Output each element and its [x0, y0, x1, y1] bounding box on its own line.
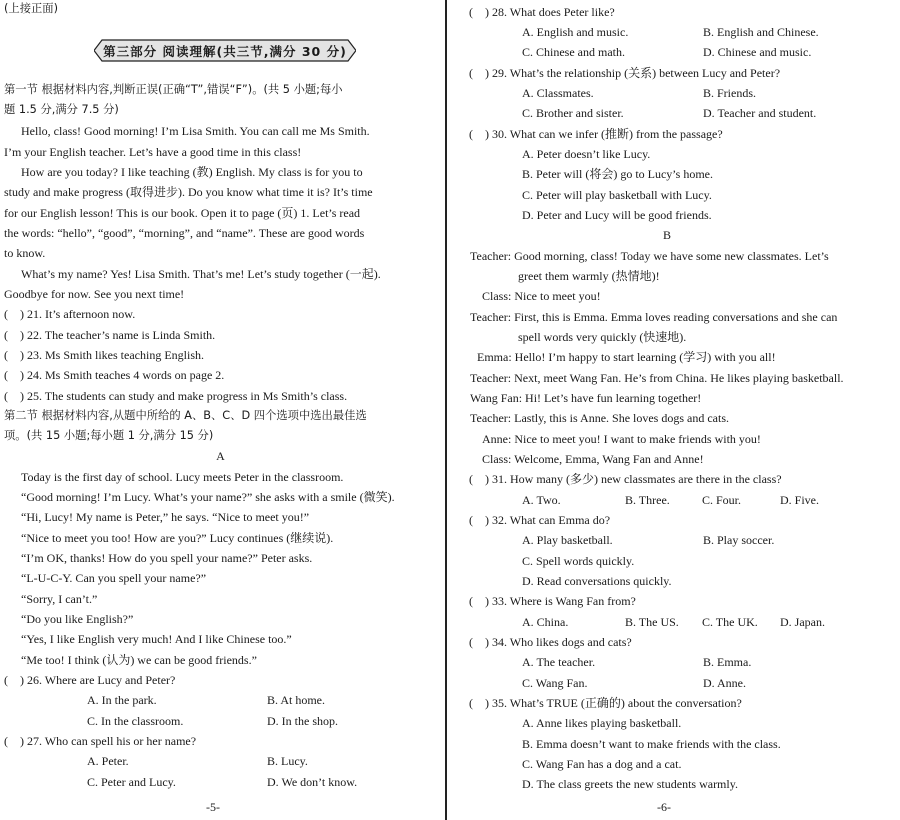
option: C. Peter and Lucy. [87, 775, 176, 789]
passage-line: “Good morning! I’m Lucy. What’s your name?” she asks with a smile (微笑). [21, 490, 395, 504]
question-26: ( ) 26. Where are Lucy and Peter? [4, 673, 176, 687]
passage-line: “Yes, I like English very much! And I like Chinese too.” [21, 632, 292, 646]
passage-line: Today is the first day of school. Lucy meets Peter in the classroom. [21, 470, 344, 484]
passage-line: “Hi, Lucy! My name is Peter,” he says. “Nice to meet you!” [21, 510, 310, 524]
option: D. Chinese and music. [703, 45, 812, 59]
passage-line: Goodbye for now. See you next time! [4, 287, 185, 301]
dialogue-line: Anne: Nice to meet you! I want to make friends with you! [482, 432, 761, 446]
page-number: -5- [206, 800, 220, 814]
option: A. China. [522, 615, 569, 629]
dialogue-line: Teacher: Lastly, this is Anne. She loves dogs and cats. [470, 411, 729, 425]
part-title: 第三部分 阅读理解(共三节,满分 30 分) [103, 44, 347, 59]
option: A. English and music. [522, 25, 629, 39]
page-5 [0, 0, 441, 820]
passage-line: “Me too! I think (认为) we can be good friends.” [21, 653, 257, 667]
passage-line: study and make progress (取得进步). Do you know what time it is? It’s time [4, 185, 373, 199]
part-title-banner [94, 38, 356, 63]
passage-line: “L-U-C-Y. Can you spell your name?” [21, 571, 207, 585]
option: B. Lucy. [267, 754, 308, 768]
dialogue-line: Teacher: Good morning, class! Today we have some new classmates. Let’s [470, 249, 829, 263]
option: D. Five. [780, 493, 819, 507]
option: D. Japan. [780, 615, 825, 629]
question-27: ( ) 27. Who can spell his or her name? [4, 734, 197, 748]
option: A. Classmates. [522, 86, 594, 100]
passage-line: to know. [4, 246, 46, 260]
passage-line: How are you today? I like teaching (教) English. My class is for you to [21, 165, 363, 179]
option: D. Peter and Lucy will be good friends. [522, 208, 712, 222]
option: B. Play soccer. [703, 533, 775, 547]
dialogue-line: Class: Welcome, Emma, Wang Fan and Anne! [482, 452, 704, 466]
option: D. Anne. [703, 676, 746, 690]
passage-line: I’m your English teacher. Let’s have a good time in this class! [4, 145, 302, 159]
section-1-instruction: 题 1.5 分,满分 7.5 分) [4, 103, 119, 116]
option: A. Anne likes playing basketball. [522, 716, 682, 730]
header-note: (上接正面) [4, 2, 59, 15]
question-28: ( ) 28. What does Peter like? [469, 5, 615, 19]
dialogue-line: spell words very quickly (快速地). [518, 330, 687, 344]
question-35: ( ) 35. What’s TRUE (正确的) about the conversation? [469, 696, 742, 710]
page-6 [452, 0, 900, 820]
section-2-instruction: 第二节 根据材料内容,从题中所给的 A、B、C、D 四个选项中选出最佳选 [4, 409, 367, 422]
option: D. In the shop. [267, 714, 338, 728]
option: B. Emma doesn’t want to make friends with the class. [522, 737, 781, 751]
dialogue-line: greet them warmly (热情地)! [518, 269, 660, 283]
option: B. Peter will (将会) go to Lucy’s home. [522, 167, 713, 181]
option: A. Peter. [87, 754, 129, 768]
passage-line: for our English lesson! This is our book. Open it to page (页) 1. Let’s read [4, 206, 361, 220]
question-32: ( ) 32. What can Emma do? [469, 513, 611, 527]
option: B. Three. [625, 493, 670, 507]
option: C. Peter will play basketball with Lucy. [522, 188, 712, 202]
section-2-instruction: 项。(共 15 小题;每小题 1 分,满分 15 分) [4, 429, 214, 442]
option: C. Four. [702, 493, 742, 507]
question-25: ( ) 25. The students can study and make progress in Ms Smith’s class. [4, 389, 348, 403]
option: A. In the park. [87, 693, 157, 707]
dialogue-line: Class: Nice to meet you! [482, 289, 601, 303]
dialogue-line: Teacher: First, this is Emma. Emma loves reading conversations and she can [470, 310, 838, 324]
option: B. The US. [625, 615, 679, 629]
passage-line: “I’m OK, thanks! How do you spell your name?” Peter asks. [21, 551, 313, 565]
question-22: ( ) 22. The teacher’s name is Linda Smith. [4, 328, 216, 342]
option: B. At home. [267, 693, 326, 707]
option: D. The class greets the new students warmly. [522, 777, 738, 791]
question-23: ( ) 23. Ms Smith likes teaching English. [4, 348, 204, 362]
option: C. Spell words quickly. [522, 554, 635, 568]
question-29: ( ) 29. What’s the relationship (关系) between Lucy and Peter? [469, 66, 781, 80]
page-divider [445, 0, 447, 820]
option: B. Emma. [703, 655, 752, 669]
option: B. Friends. [703, 86, 757, 100]
dialogue-line: Teacher: Next, meet Wang Fan. He’s from China. He likes playing basketball. [470, 371, 844, 385]
option: A. The teacher. [522, 655, 596, 669]
page-number: -6- [657, 800, 671, 814]
question-30: ( ) 30. What can we infer (推断) from the passage? [469, 127, 723, 141]
option: C. Wang Fan. [522, 676, 588, 690]
option: C. The UK. [702, 615, 758, 629]
option: B. English and Chinese. [703, 25, 819, 39]
passage-line: “Do you like English?” [21, 612, 134, 626]
passage-line: the words: “hello”, “good”, “morning”, and “name”. These are good words [4, 226, 365, 240]
section-1-instruction: 第一节 根据材料内容,判断正误(正确“T”,错误“F”)。(共 5 小题;每小 [4, 83, 343, 96]
passage-a-label: A [216, 449, 225, 463]
option: A. Peter doesn’t like Lucy. [522, 147, 651, 161]
dialogue-line: Wang Fan: Hi! Let’s have fun learning together! [470, 391, 702, 405]
option: C. Brother and sister. [522, 106, 624, 120]
passage-b-label: B [662, 228, 671, 242]
dialogue-line: Emma: Hello! I’m happy to start learning (学习) with you all! [477, 350, 776, 364]
question-24: ( ) 24. Ms Smith teaches 4 words on page 2. [4, 368, 225, 382]
question-34: ( ) 34. Who likes dogs and cats? [469, 635, 632, 649]
question-33: ( ) 33. Where is Wang Fan from? [469, 594, 636, 608]
question-21: ( ) 21. It’s afternoon now. [4, 307, 136, 321]
question-31: ( ) 31. How many (多少) new classmates are there in the class? [469, 472, 782, 486]
passage-line: “Sorry, I can’t.” [21, 592, 98, 606]
option: A. Two. [522, 493, 561, 507]
option: C. Chinese and math. [522, 45, 625, 59]
option: C. Wang Fan has a dog and a cat. [522, 757, 682, 771]
passage-line: What’s my name? Yes! Lisa Smith. That’s me! Let’s study together (一起). [21, 267, 381, 281]
option: A. Play basketball. [522, 533, 613, 547]
option: D. We don’t know. [267, 775, 358, 789]
passage-line: “Nice to meet you too! How are you?” Lucy continues (继续说). [21, 531, 334, 545]
option: D. Read conversations quickly. [522, 574, 672, 588]
option: C. In the classroom. [87, 714, 184, 728]
option: D. Teacher and student. [703, 106, 817, 120]
passage-line: Hello, class! Good morning! I’m Lisa Smith. You can call me Ms Smith. [21, 124, 370, 138]
